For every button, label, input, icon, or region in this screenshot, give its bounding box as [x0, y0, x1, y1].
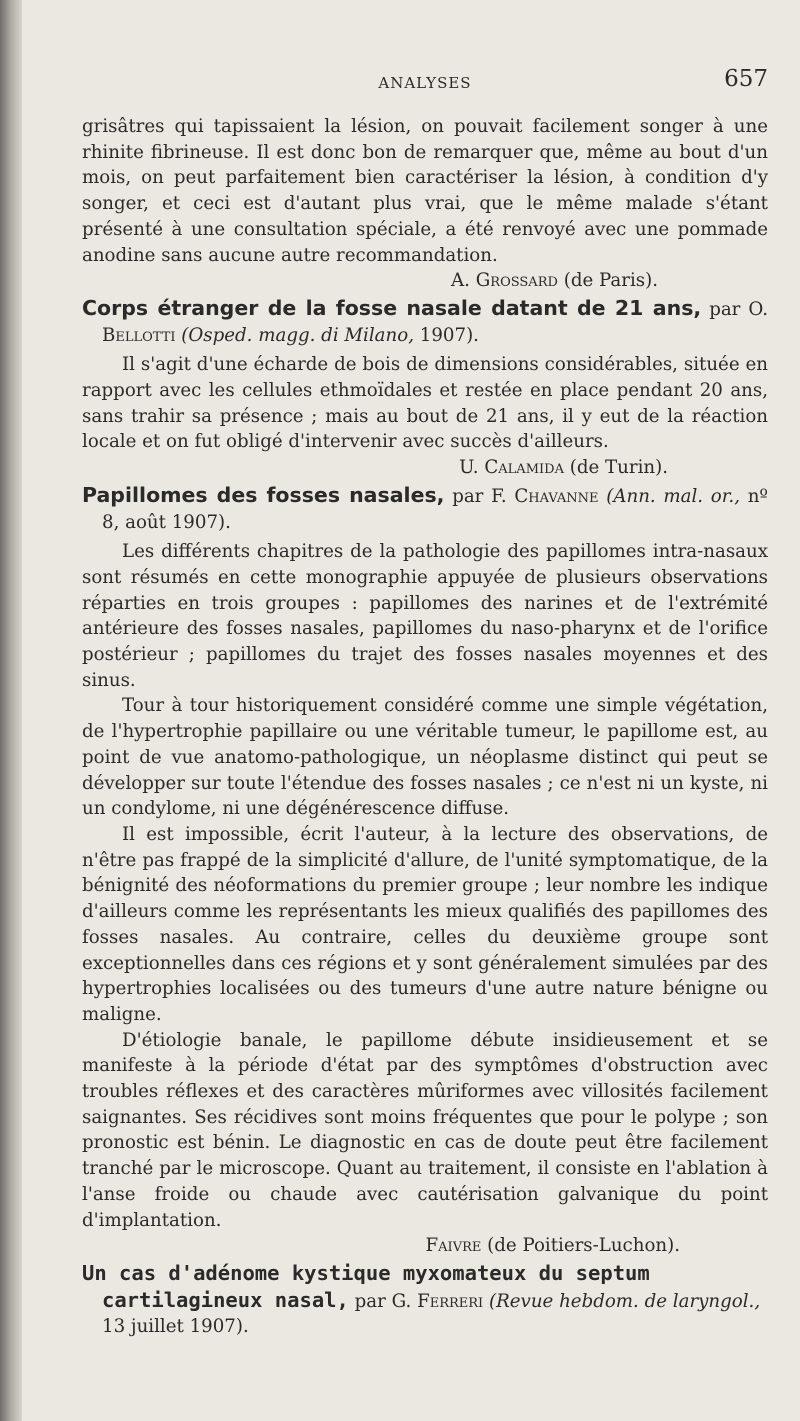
body-paragraph: Il s'agit d'une écharde de bois de dimensions considérables, située en rapport avec les cellules ethmoïdales et restée en place pendant 20 ans, sans trahir sa présence ; mais au bout de 21 ans, il y eut de la réaction locale et on fut obligé d'intervenir avec succès d'ailleurs. [82, 354, 768, 453]
ref-year: 1907). [419, 324, 479, 346]
book-page [22, 0, 800, 1421]
body-paragraph: grisâtres qui tapissaient la lésion, on pouvait facilement songer à une rhinite fibrineuse. Il est donc bon de remarquer que, même au bout d'un mois, on peut parfaitement bien caractériser la lésion, à condition d'y songer, et ceci est d'autant plus vrai, que le même malade s'étant présenté à une consultation spéciale, a été renvoyé avec une pommade anodine sans aucune autre recommandation. [82, 116, 768, 266]
running-head: ANALYSES [378, 74, 472, 92]
article-by: par [452, 485, 484, 507]
signature-place: (de Turin). [569, 457, 668, 479]
ref-source: (Osped. magg. di Milano, [181, 324, 414, 346]
page-header [82, 66, 768, 100]
article-title: Un cas d'adénome kystique myxomateux du septum cartilagineux nasal, [82, 1260, 650, 1312]
signature-initial: A. [451, 270, 470, 292]
article-heading [82, 1261, 768, 1340]
article-continuation [82, 114, 768, 294]
page-content [82, 112, 768, 1340]
page-number: 657 [724, 66, 768, 92]
signature-name: Faivre [425, 1235, 482, 1257]
body-paragraph: D'étiologie banale, le papillome débute insidieusement et se manifeste à la période d'état par des symptômes d'obstruction avec troubles réflexes et des caractères mûriformes avec villosités facilement saignantes. Ses récidives sont moins fréquentes que pour le polype ; son pronostic est bénin. Le diagnostic en cas de doute peut être facilement tranché par le microscope. Quant au traitement, il consiste en l'ablation à l'anse froide ou chaude avec cautérisation galvanique du point d'implantation. [82, 1029, 768, 1231]
body-paragraph: Tour à tour historiquement considéré comme une simple végétation, de l'hypertrophie papillaire ou une véritable tumeur, le papillome est, au point de vue anatomo-pathologique, un néoplasme distinct qui peut se développer sur toute l'étendue des fosses nasales ; ce n'est ni un kyste, ni un condylome, ni une dégénérescence diffuse. [82, 695, 768, 820]
article-adenome [82, 1261, 768, 1340]
ref-author: Chavanne [514, 485, 599, 507]
article-by: par [354, 1290, 386, 1312]
signature-initial: U. [459, 457, 479, 479]
article-title: Papillomes des fosses nasales, [82, 482, 445, 507]
body-paragraph: Les différents chapitres de la pathologie des papillomes intra-nasaux sont résumés en cette monographie appuyée de plusieurs observations réparties en trois groupes : papillomes des narines et de l'extrémité antérieure des fosses nasales, papillomes du naso-pharynx et de l'orifice postérieur ; papillomes du trajet des fosses nasales moyennes et des sinus. [82, 541, 768, 691]
article-signature [82, 268, 768, 294]
article-title: Corps étranger de la fosse nasale datant de 21 ans, [82, 295, 702, 320]
article-signature [82, 1233, 768, 1259]
ref-source: (Revue hebdom. de laryngol., [489, 1290, 761, 1312]
signature-name: Grossard [475, 270, 558, 292]
ref-author-initial: O. [748, 298, 768, 320]
body-paragraph: Il est impossible, écrit l'auteur, à la lecture des observations, de n'être pas frappé de la simplicité d'allure, de l'unité symptomatique, de la bénignité des néoformations du premier groupe ; leur nombre les indique d'ailleurs comme les représentants les mieux qualifiés des papillomes des fosses nasales. Au contraire, celles du deuxième groupe sont exceptionnelles dans ces régions et y sont généralement simulées par des hypertrophies localisées ou des tumeurs d'une autre nature bénigne ou maligne. [82, 823, 768, 1025]
ref-year: 13 juillet 1907). [102, 1316, 249, 1338]
page-binding-edge [0, 0, 22, 1421]
article-papillomes [82, 483, 768, 1259]
article-signature [82, 455, 768, 481]
signature-place: (de Paris). [563, 270, 658, 292]
ref-author: Ferreri [417, 1290, 484, 1312]
article-heading [82, 296, 768, 348]
ref-author-initial: F. [491, 485, 507, 507]
article-corps-etranger [82, 296, 768, 481]
ref-author: Bellotti [102, 324, 176, 346]
ref-year: nº 8, août 1907). [102, 485, 768, 533]
signature-place: (de Poitiers-Luchon). [487, 1235, 680, 1257]
signature-name: Calamida [484, 457, 564, 479]
article-by: par [709, 298, 741, 320]
article-heading [82, 483, 768, 535]
ref-author-initial: G. [391, 1290, 412, 1312]
ref-source: (Ann. mal. or., [606, 485, 740, 507]
